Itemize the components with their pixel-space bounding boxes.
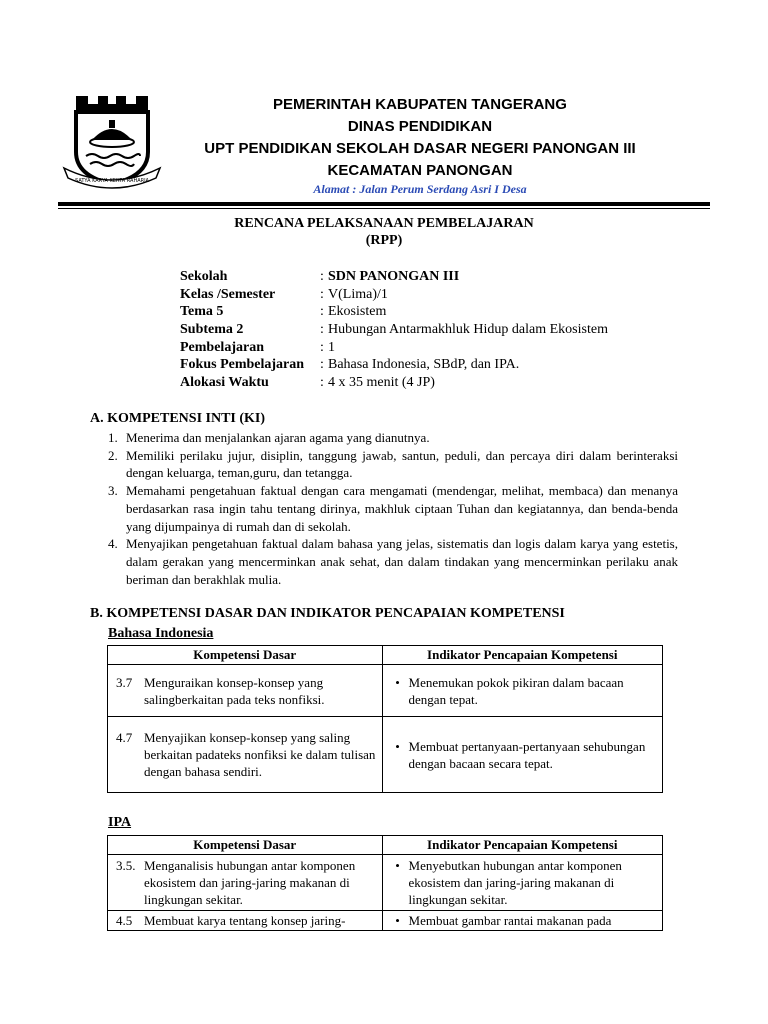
column-header-indicator: Indikator Pencapaian Kompetensi — [382, 646, 662, 665]
info-row-class — [180, 287, 608, 305]
info-colon: : — [320, 269, 324, 284]
table-row — [108, 665, 663, 717]
letterhead-line-3: UPT PENDIDIKAN SEKOLAH DASAR NEGERI PANONGAN III — [204, 140, 636, 157]
info-value: Ekosistem — [328, 304, 387, 320]
kd-text: Menganalisis hubungan antar komponen ekosistem dan jaring-jaring makanan di lingkungan sekitar. — [144, 858, 356, 907]
info-row-school — [180, 269, 608, 287]
lesson-info — [180, 269, 608, 393]
table-cell-kd — [108, 855, 383, 911]
kd-text: Menguraikan konsep-konsep yang salingberkaitan pada teks nonfiksi. — [144, 674, 325, 707]
table-row — [108, 911, 663, 931]
info-label: Sekolah — [180, 269, 228, 284]
table-cell-indicator — [382, 911, 662, 931]
subject-bahasa-heading: Bahasa Indonesia — [108, 626, 214, 641]
indicator-text: Membuat gambar rantai makanan pada — [408, 913, 612, 928]
info-label: Fokus Pembelajaran — [180, 357, 305, 373]
school-address: Alamat : Jalan Perum Serdang Asri I Desa — [313, 182, 527, 196]
ipa-kd-table — [107, 835, 663, 931]
indicator-text: Menyebutkan hubungan antar komponen ekosistem dan jaring-jaring makanan di lingkungan sekitar. — [408, 858, 622, 907]
document-title: RENCANA PELAKSANAAN PEMBELAJARAN — [234, 216, 534, 231]
info-row-time — [180, 375, 608, 393]
info-label: Alokasi Waktu — [180, 375, 269, 391]
info-row-lesson — [180, 340, 608, 358]
list-item-text: Menerima dan menjalankan ajaran agama yang dianutnya. — [126, 430, 430, 445]
letterhead-line-1: PEMERINTAH KABUPATEN TANGERANG — [273, 96, 567, 113]
list-item-text: Memiliki perilaku jujur, disiplin, tanggung jawab, santun, peduli, dan percaya diri dalam berinteraksi dengan keluarga, teman,guru, dan tetangga. — [126, 447, 678, 481]
list-item — [108, 447, 678, 482]
info-row-theme — [180, 304, 608, 322]
letterhead-rule-thin — [58, 208, 710, 209]
column-header-kd: Kompetensi Dasar — [108, 646, 383, 665]
list-item-number: 2. — [108, 447, 118, 463]
indicator-text: Membuat pertanyaan-pertanyaan sehubungan dengan bacaan secara tepat. — [408, 738, 646, 771]
table-cell-kd — [108, 665, 383, 717]
list-item-number: 3. — [108, 483, 118, 499]
info-value: V(Lima)/1 — [328, 286, 388, 302]
bullet-icon: • — [395, 858, 400, 873]
info-label: Kelas /Semester — [180, 286, 276, 302]
bullet-icon: • — [395, 674, 400, 690]
info-colon: : — [320, 375, 324, 391]
indicator-text: Menemukan pokok pikiran dalam bacaan dengan tepat. — [408, 674, 624, 707]
kd-text: Menyajikan konsep-konsep yang saling berkaitan padateks nonfiksi ke dalam tulisan dengan bahasa sendiri. — [144, 730, 376, 779]
kd-text: Membuat karya tentang konsep jaring- — [144, 913, 346, 928]
list-item — [108, 482, 678, 535]
kd-number: 4.5 — [116, 913, 133, 928]
info-colon: : — [320, 357, 324, 373]
info-value: 4 x 35 menit (4 JP) — [328, 375, 435, 391]
column-header-indicator: Indikator Pencapaian Kompetensi — [382, 836, 662, 855]
document-subtitle: (RPP) — [365, 233, 403, 248]
info-colon: : — [320, 304, 324, 320]
info-colon: : — [320, 286, 324, 302]
section-kd-heading: B. KOMPETENSI DASAR DAN INDIKATOR PENCAPAIAN KOMPETENSI — [90, 606, 565, 621]
section-ki-heading: A. KOMPETENSI INTI (KI) — [90, 411, 266, 426]
table-header-row — [108, 836, 663, 855]
bullet-icon: • — [395, 738, 400, 754]
info-colon: : — [320, 322, 324, 338]
info-label: Tema 5 — [180, 304, 224, 320]
subject-ipa-heading: IPA — [108, 815, 132, 830]
table-header-row — [108, 646, 663, 665]
table-cell-kd — [108, 717, 383, 793]
logo-motto: SATYA KARYA KERTA RAHARJA — [75, 178, 149, 184]
letterhead-line-2: DINAS PENDIDIKAN — [347, 118, 493, 135]
table-cell-kd — [108, 911, 383, 931]
kd-number: 3.5. — [116, 858, 136, 873]
kd-number: 4.7 — [116, 730, 133, 745]
info-value: Bahasa Indonesia, SBdP, dan IPA. — [328, 357, 520, 373]
info-value: SDN PANONGAN III — [328, 269, 460, 284]
info-row-subtheme — [180, 322, 608, 340]
table-row — [108, 717, 663, 793]
table-row — [108, 855, 663, 911]
bullet-icon: • — [395, 913, 400, 928]
list-item — [108, 429, 678, 447]
kd-number: 3.7 — [116, 674, 133, 690]
list-item — [108, 535, 678, 588]
info-label: Pembelajaran — [180, 339, 264, 355]
letterhead — [0, 0, 768, 210]
table-cell-indicator — [382, 855, 662, 911]
list-item-number: 1. — [108, 430, 118, 445]
info-colon: : — [320, 339, 324, 355]
list-item-text: Memahami pengetahuan faktual dengan cara mengamati (mendengar, melihat, membaca) dan menanya berdasarkan rasa ingin tahu tentang dirinya, makhluk ciptaan Tuhan dan kegiatannya, dan benda-benda yang dijumpainya di rumah dan di sekolah. — [126, 483, 678, 534]
info-value: 1 — [328, 339, 335, 355]
table-cell-indicator — [382, 665, 662, 717]
info-value: Hubungan Antarmakhluk Hidup dalam Ekosistem — [328, 322, 608, 338]
ki-list — [108, 429, 678, 588]
list-item-text: Menyajikan pengetahuan faktual dalam bahasa yang jelas, sistematis dan logis dalam karya yang estetis, dalam gerakan yang mencerminkan anak sehat, dan dalam tindakan yang mencerminkan perilaku anak beriman dan berakhlak mulia. — [126, 536, 678, 587]
column-header-kd: Kompetensi Dasar — [108, 836, 383, 855]
letterhead-line-4: KECAMATAN PANONGAN — [327, 162, 513, 179]
bahasa-kd-table — [107, 645, 663, 793]
letterhead-rule-thick — [58, 202, 710, 206]
list-item-number: 4. — [108, 536, 118, 552]
info-row-focus — [180, 357, 608, 375]
info-label: Subtema 2 — [180, 322, 244, 338]
table-cell-indicator — [382, 717, 662, 793]
